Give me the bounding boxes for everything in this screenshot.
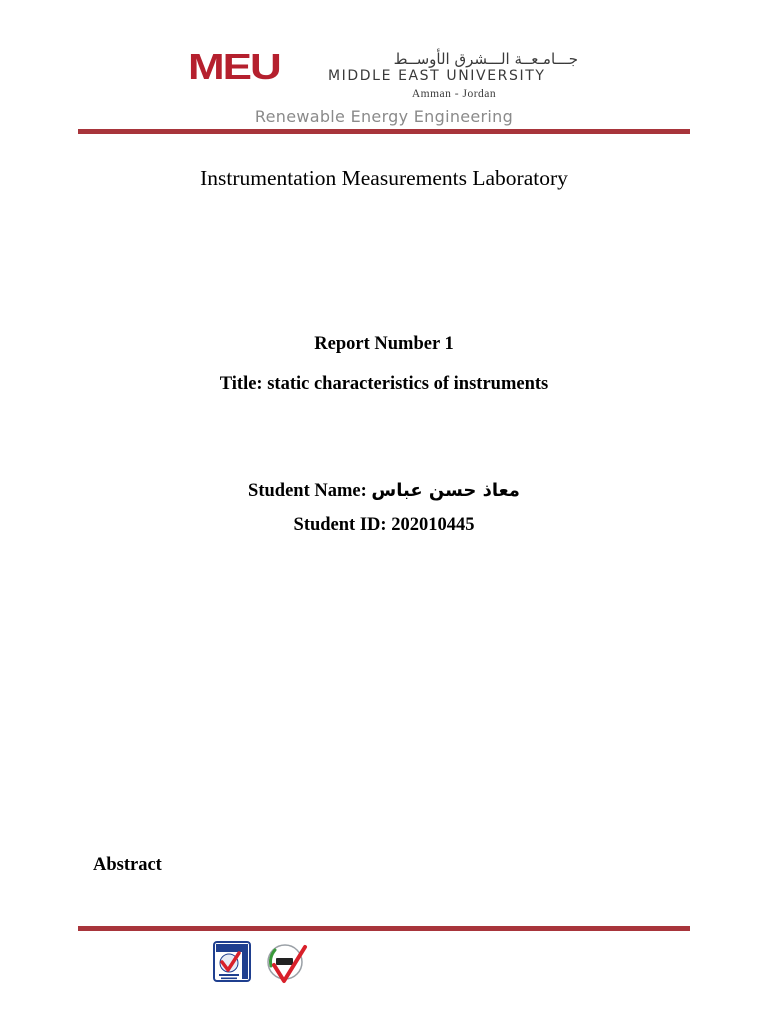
student-id: Student ID: 202010445 [293, 515, 475, 535]
report-number: Report Number 1 [314, 334, 454, 354]
abstract-heading: Abstract [93, 855, 162, 875]
report-title: Title: static characteristics of instruments [219, 374, 549, 394]
university-location: Amman - Jordan [411, 88, 497, 100]
iso-certified-badge-icon [213, 941, 251, 982]
header-divider [78, 129, 690, 134]
footer-divider [78, 926, 690, 931]
lab-name: Instrumentation Measurements Laboratory [200, 166, 568, 190]
department-name: Renewable Energy Engineering [254, 107, 514, 126]
student-name-value: معاذ حسن عباس [371, 480, 520, 501]
student-name-line [0, 480, 768, 502]
university-name-english: MIDDLE EAST UNIVERSITY [328, 68, 546, 84]
university-logo-mark: MEU [188, 47, 280, 88]
quality-seal-badge-icon [265, 941, 311, 987]
university-name-arabic: جـــامـعــة الـــشرق الأوســط [393, 50, 578, 68]
student-name-label: Student Name: [248, 481, 372, 501]
